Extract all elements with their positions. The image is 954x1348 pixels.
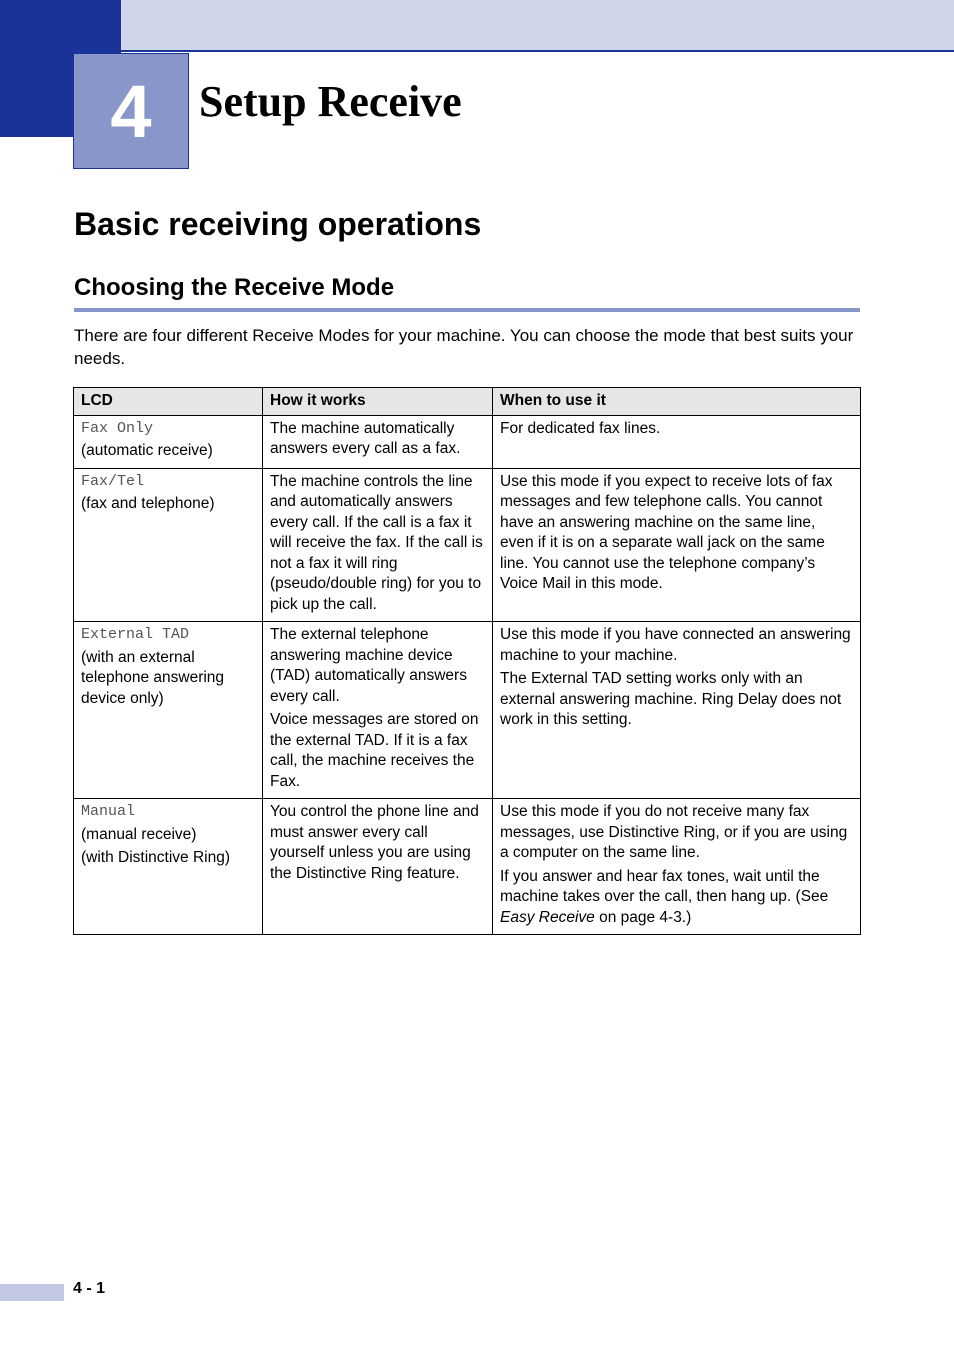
lcd-cell <box>74 415 263 468</box>
when-cell <box>493 799 861 935</box>
how-cell <box>263 468 493 622</box>
column-header-lcd: LCD <box>74 388 263 416</box>
how-text: The machine automatically answers every call as a fax. <box>270 419 461 457</box>
how-text: You control the phone line and must answer every call yourself unless you are using the Distinctive Ring feature. <box>270 803 479 882</box>
header-band-light <box>121 0 954 52</box>
lcd-note: (with an external telephone answering device only) <box>81 648 225 707</box>
lcd-note: (with Distinctive Ring) <box>81 849 231 866</box>
column-header-when: When to use it <box>493 388 861 416</box>
how-cell <box>263 622 493 799</box>
column-header-how: How it works <box>263 388 493 416</box>
footer-bar <box>0 1284 64 1301</box>
lcd-cell <box>74 622 263 799</box>
table-header-row <box>74 388 861 416</box>
when-text: The External TAD setting works only with an external answering machine. Ring Delay does not work in this setting. <box>500 670 842 728</box>
when-cell <box>493 415 861 468</box>
lcd-cell <box>74 799 263 935</box>
subsection-rule <box>74 308 860 312</box>
how-cell <box>263 415 493 468</box>
lcd-cell <box>74 468 263 622</box>
easy-receive-reference: Easy Receive <box>500 908 595 926</box>
lcd-code: Fax/Tel <box>81 472 145 490</box>
lcd-code: Fax Only <box>81 419 154 437</box>
how-cell <box>263 799 493 935</box>
lcd-note: (manual receive) <box>81 825 197 843</box>
when-cell <box>493 468 861 622</box>
table-row <box>74 415 861 468</box>
table-row <box>74 468 861 622</box>
chapter-title: Setup Receive <box>199 77 462 126</box>
when-text-part: on page 4-3.) <box>594 908 692 926</box>
receive-mode-table <box>73 387 861 935</box>
page-number: 4 - 1 <box>73 1280 106 1297</box>
section-title: Basic receiving operations <box>74 206 482 242</box>
lcd-note: (automatic receive) <box>81 442 213 459</box>
lcd-code: Manual <box>81 803 136 820</box>
table-row <box>74 622 861 799</box>
when-text-part: If you answer and hear fax tones, wait until the machine takes over the call, then hang up. (See <box>500 867 829 905</box>
when-text <box>500 867 853 929</box>
when-text: For dedicated fax lines. <box>500 419 661 437</box>
chapter-number: 4 <box>110 69 152 153</box>
lcd-code: External TAD <box>81 626 190 643</box>
when-text: Use this mode if you expect to receive lots of fax messages and few telephone calls. You cannot have an answering machine on the same line, even if it is on a separate wall jack on the same line. You cannot use the telephone company’s Voice Mail in this mode. <box>500 472 833 592</box>
how-text: Voice messages are stored on the external TAD. If it is a fax call, the machine receives the Fax. <box>270 711 479 790</box>
when-text: Use this mode if you do not receive many fax messages, use Distinctive Ring, or if you are using a computer on the same line. <box>500 803 848 861</box>
how-text: The machine controls the line and automatically answers every call. If the call is a fax it will receive the fax. If the call is not a fax it will ring (pseudo/double ring) for you to pick up the call. <box>270 472 483 613</box>
when-cell <box>493 622 861 799</box>
lcd-note: (fax and telephone) <box>81 495 215 512</box>
how-text: The external telephone answering machine device (TAD) automatically answers every call. <box>270 626 467 705</box>
table-row <box>74 799 861 935</box>
subsection-title: Choosing the Receive Mode <box>74 274 395 301</box>
when-text: Use this mode if you have connected an answering machine to your machine. <box>500 626 851 664</box>
chapter-number-box <box>73 53 189 169</box>
intro-paragraph: There are four different Receive Modes for your machine. You can choose the mode that best suits your needs. <box>74 326 854 368</box>
